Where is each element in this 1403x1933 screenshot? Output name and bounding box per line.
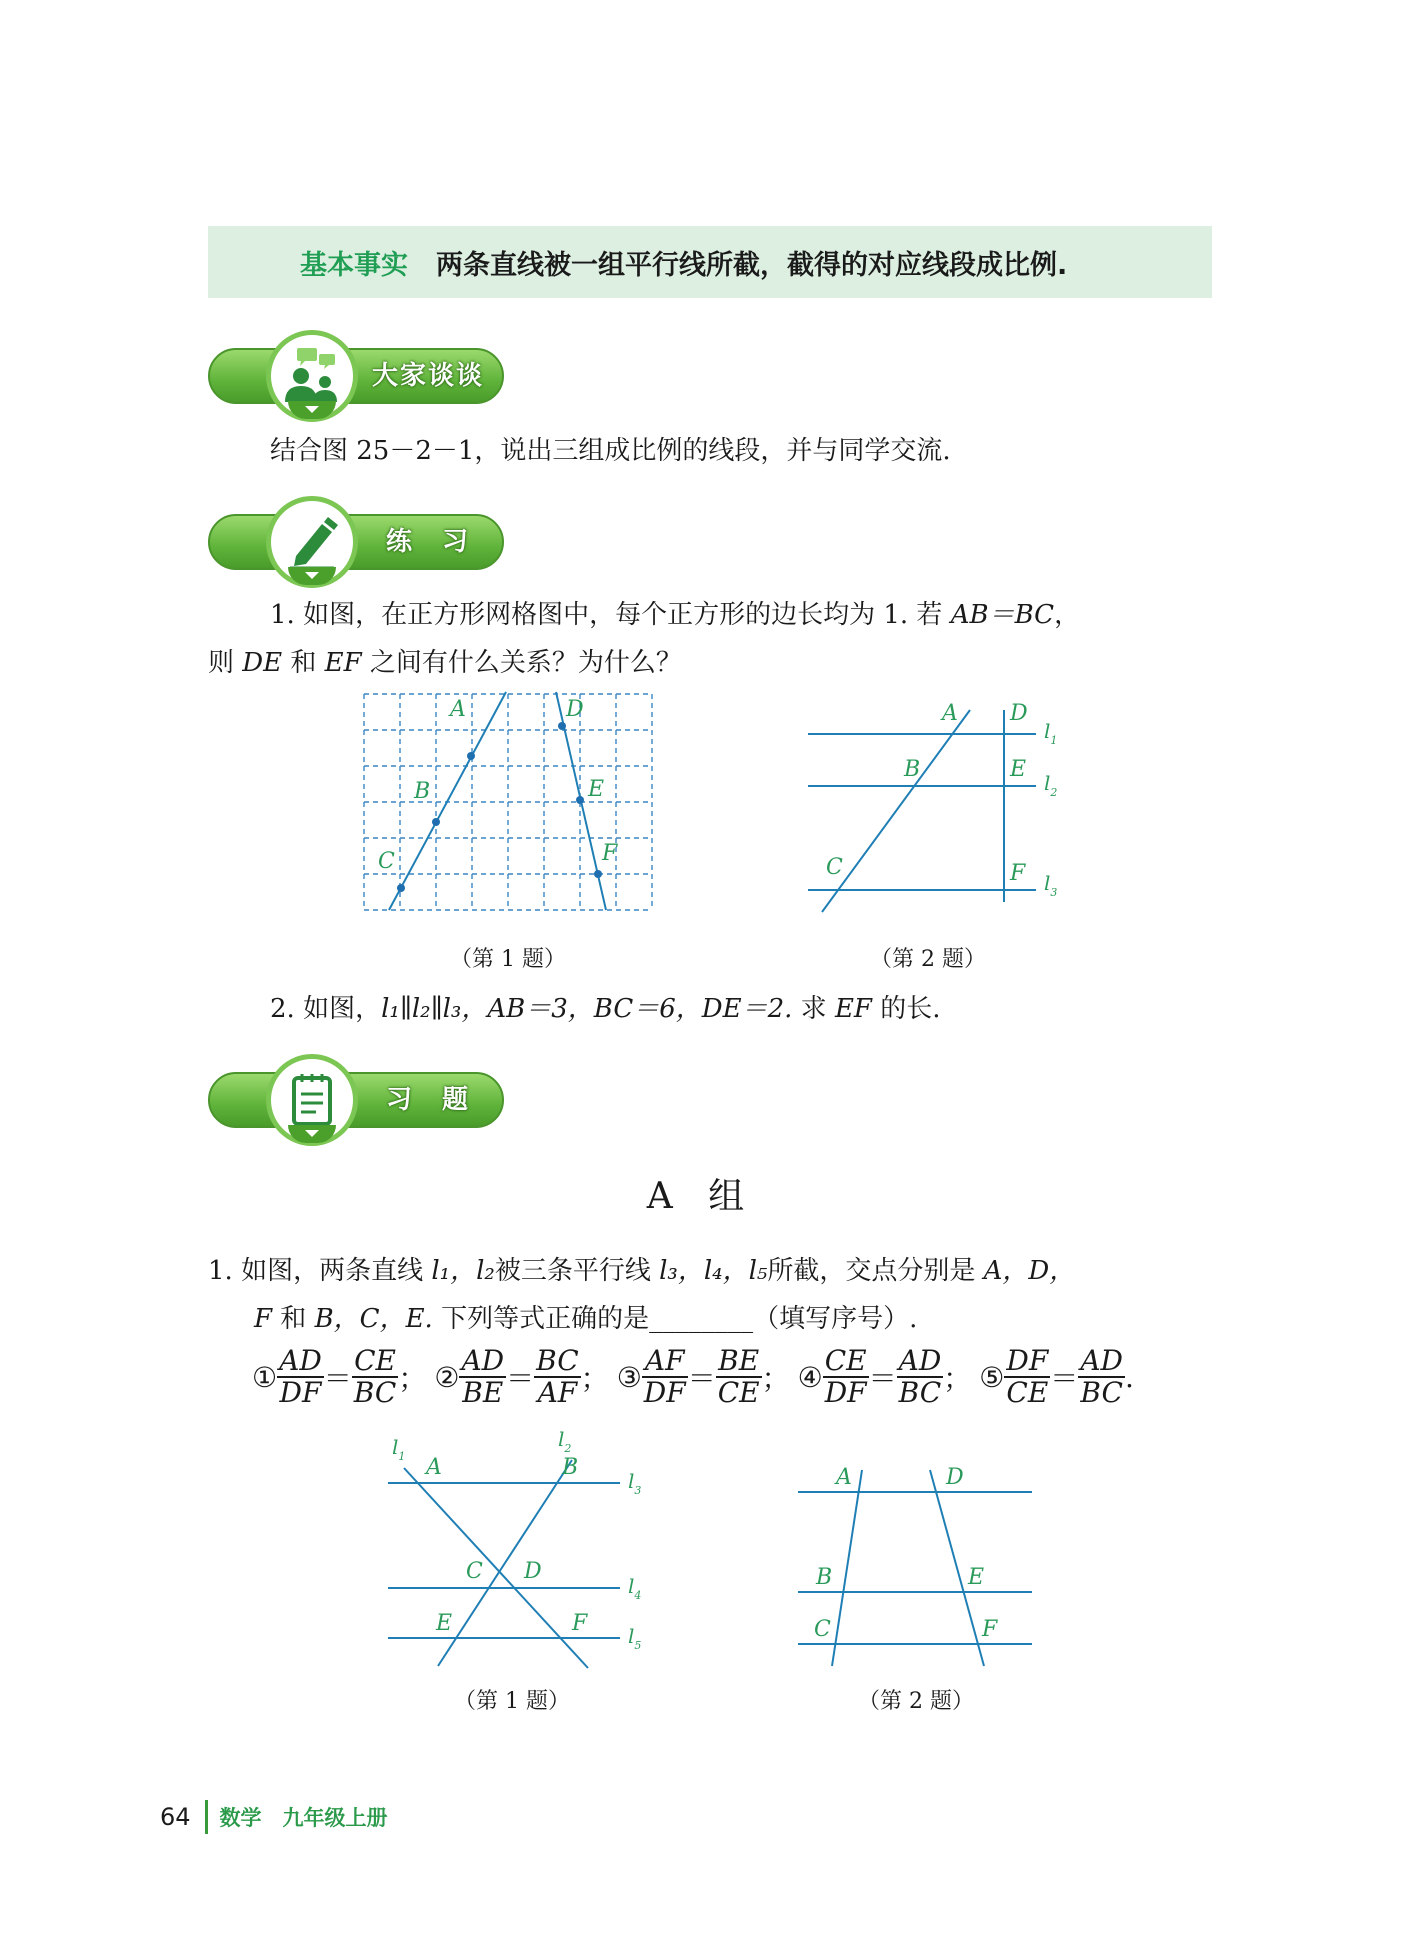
section-header-exercise bbox=[208, 1054, 510, 1146]
option-2: ② $\frac{AD}{BE}$ ＝ $\frac{BC}{AF}$ ； bbox=[434, 1344, 609, 1409]
option-3: ③ $\frac{AF}{DF}$ ＝ $\frac{BE}{CE}$ ； bbox=[616, 1344, 790, 1409]
section-header-discuss bbox=[208, 330, 510, 422]
book-title: 数学 九年级上册 bbox=[219, 1806, 388, 1830]
parallel-figure bbox=[800, 692, 1080, 924]
p2-label-l1: $l_1$ bbox=[1044, 719, 1058, 747]
ga2-label-a: A bbox=[836, 1465, 852, 1490]
grid-label-c: C bbox=[378, 849, 395, 874]
p2-label-b: B bbox=[904, 757, 921, 782]
ga1-label-a: A bbox=[426, 1455, 442, 1480]
option-4: ④ $\frac{CE}{DF}$ ＝ $\frac{AD}{BC}$ ； bbox=[797, 1344, 972, 1409]
ga1-label-l1: $l_1$ bbox=[392, 1435, 406, 1463]
grid-label-e: E bbox=[588, 777, 605, 802]
p2-label-e: E bbox=[1010, 757, 1027, 782]
p2-label-l2: $l_2$ bbox=[1044, 771, 1058, 799]
option-1: ① $\frac{AD}{DF}$ ＝ $\frac{CE}{BC}$ ； bbox=[252, 1344, 427, 1409]
group-a-q1-line2: F 和 B，C，E. 下列等式正确的是________（填写序号）. bbox=[254, 1304, 918, 1334]
section-header-practice bbox=[208, 496, 510, 588]
ga1-label-b: B bbox=[562, 1455, 579, 1480]
ga1-label-l2: $l_2$ bbox=[558, 1428, 572, 1455]
p2-label-a: A bbox=[942, 701, 958, 726]
page-footer bbox=[160, 1800, 388, 1834]
ga2-label-e: E bbox=[968, 1565, 985, 1590]
key-fact-label: 基本事实 bbox=[300, 249, 408, 281]
p2-label-d: D bbox=[1010, 701, 1028, 726]
p2-label-f: F bbox=[1010, 861, 1026, 886]
section-title-practice: 练 习 bbox=[385, 527, 470, 557]
p2-label-c: C bbox=[826, 855, 843, 880]
ga2-label-f: F bbox=[982, 1617, 998, 1642]
grid-label-f: F bbox=[602, 841, 618, 866]
group-a-title: A 组 bbox=[646, 1176, 757, 1217]
ga1-label-d: D bbox=[524, 1559, 542, 1584]
group-a-q1-options bbox=[252, 1346, 1134, 1408]
practice-q2: 2. 如图，l₁∥l₂∥l₃，AB＝3，BC＝6，DE＝2. 求 EF 的长. bbox=[270, 994, 941, 1024]
footer-divider bbox=[205, 1800, 208, 1834]
page-number: 64 bbox=[160, 1803, 191, 1831]
grid-label-a: A bbox=[450, 697, 466, 722]
ga1-label-c: C bbox=[466, 1559, 483, 1584]
practice-caption-2: （第 2 题） bbox=[870, 947, 986, 972]
grid-figure bbox=[358, 688, 670, 920]
ga1-label-l3: $l_3$ bbox=[628, 1469, 642, 1497]
pencil-icon bbox=[266, 496, 358, 588]
group-a-caption-1: （第 1 题） bbox=[454, 1689, 570, 1714]
key-fact-text: 两条直线被一组平行线所截，截得的对应线段成比例. bbox=[436, 249, 1068, 281]
group-a-caption-2: （第 2 题） bbox=[858, 1689, 974, 1714]
ga1-label-e: E bbox=[436, 1611, 453, 1636]
group-a-figure-2 bbox=[792, 1456, 1052, 1676]
option-5: ⑤ $\frac{DF}{CE}$ ＝ $\frac{AD}{BC}$ . bbox=[979, 1344, 1134, 1409]
practice-caption-1: （第 1 题） bbox=[450, 947, 566, 972]
practice-q1-line1: 1. 如图，在正方形网格图中，每个正方形的边长均为 1. 若 AB＝BC， bbox=[270, 600, 1081, 630]
ga1-label-l5: $l_5$ bbox=[628, 1624, 642, 1652]
notepad-icon bbox=[266, 1054, 358, 1146]
group-a-figure-1 bbox=[380, 1428, 660, 1678]
ga2-label-b: B bbox=[816, 1565, 833, 1590]
people-chat-icon bbox=[266, 330, 358, 422]
key-fact-banner bbox=[208, 226, 1212, 298]
discuss-text: 结合图 25－2－1，说出三组成比例的线段，并与同学交流. bbox=[270, 436, 951, 466]
section-title-exercise: 习 题 bbox=[385, 1085, 470, 1115]
group-a-q1-line1: 1. 如图，两条直线 l₁，l₂被三条平行线 l₃，l₄，l₅所截，交点分别是 A，D， bbox=[208, 1256, 1076, 1286]
ga2-label-d: D bbox=[946, 1465, 964, 1490]
grid-label-b: B bbox=[414, 779, 431, 804]
p2-label-l3: $l_3$ bbox=[1044, 871, 1058, 899]
section-title-discuss: 大家谈谈 bbox=[371, 361, 484, 391]
ga1-label-f: F bbox=[572, 1611, 588, 1636]
practice-q1-line2: 则 DE 和 EF 之间有什么关系？为什么？ bbox=[208, 648, 682, 678]
ga2-label-c: C bbox=[814, 1617, 831, 1642]
grid-label-d: D bbox=[566, 697, 584, 722]
ga1-label-l4: $l_4$ bbox=[628, 1574, 642, 1602]
